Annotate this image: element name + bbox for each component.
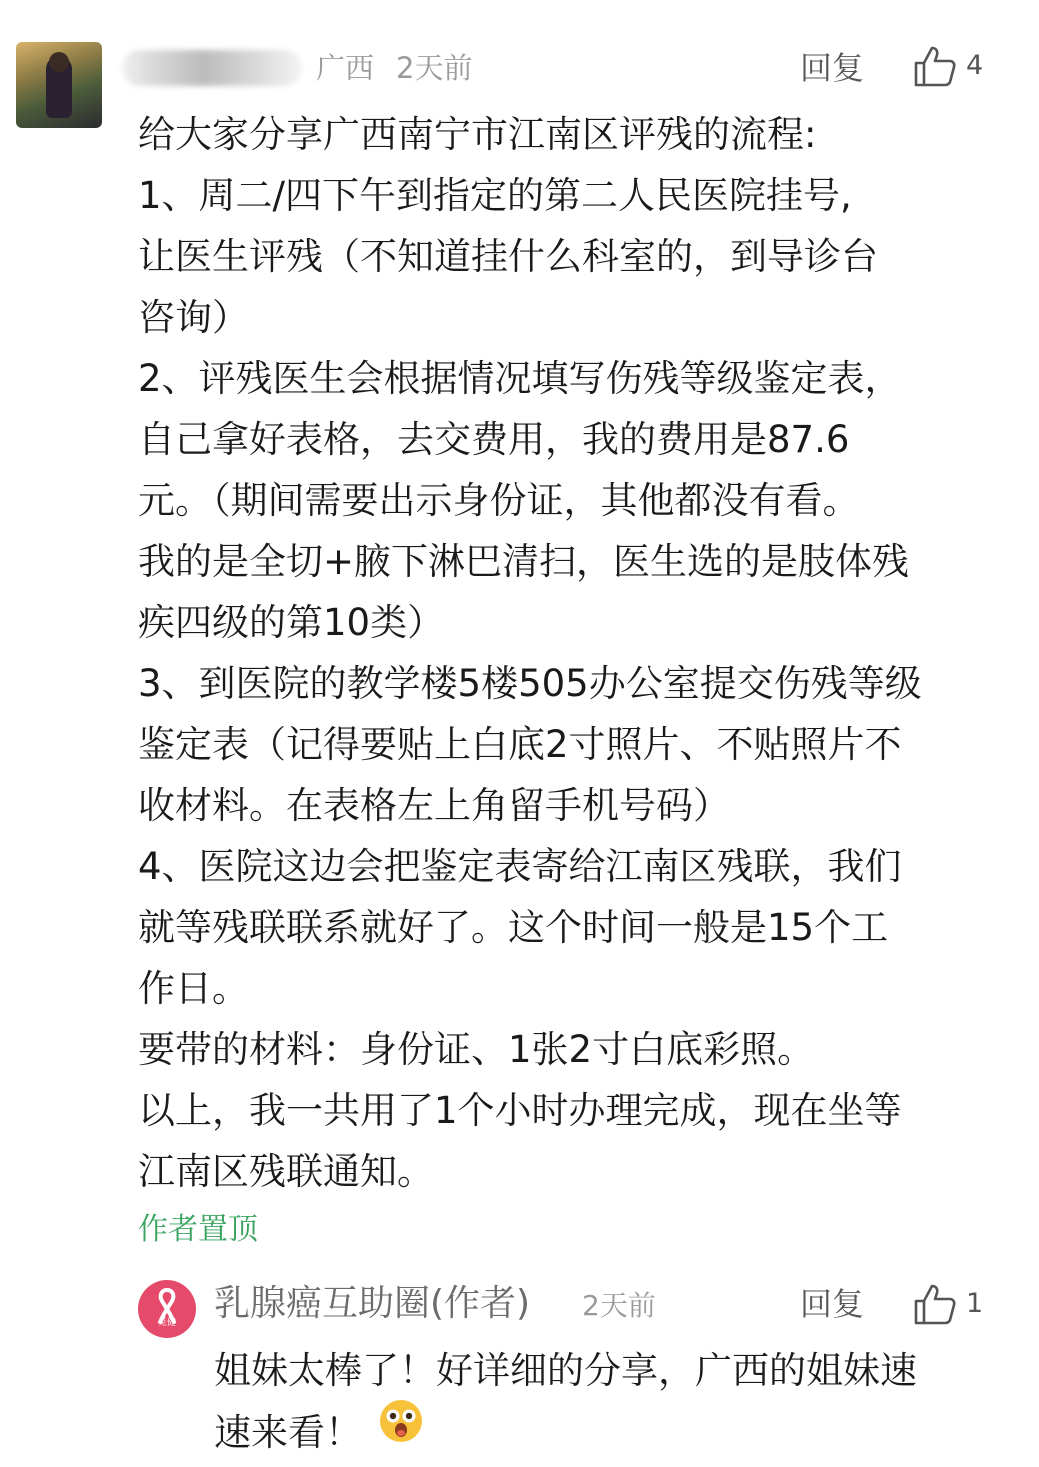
avatar-head xyxy=(49,52,69,72)
comment-line: 鉴定表（记得要贴上白底2寸照片、不贴照片不 xyxy=(138,723,902,766)
avatar-logo-text: 觅健 xyxy=(157,1318,176,1328)
comment-line: 1、周二/四下午到指定的第二人民医院挂号, xyxy=(138,174,852,217)
comment-line: 自己拿好表格，去交费用，我的费用是87.6 xyxy=(138,418,850,461)
surprised-face-emoji-icon xyxy=(378,1398,424,1463)
comment-line: 要带的材料：身份证、1张2寸白底彩照。 xyxy=(138,1028,815,1071)
comment-line: 收材料。在表格左上角留手机号码） xyxy=(138,784,730,827)
reply-line: 姐妹太棒了！好详细的分享，广西的姐妹速 xyxy=(214,1349,917,1392)
comment-content xyxy=(138,104,1018,1202)
reply-time: 2天前 xyxy=(582,1289,656,1322)
comment-region: 广西 xyxy=(316,51,375,85)
comment-line: 作日。 xyxy=(138,967,249,1010)
reply-content xyxy=(214,1340,1014,1467)
reply-author-name[interactable]: 乳腺癌互助圈(作者) xyxy=(214,1283,531,1324)
comment-time: 2天前 xyxy=(396,51,473,85)
comment-line: 江南区残联通知。 xyxy=(138,1150,434,1193)
reply-line-text: 速来看！ xyxy=(214,1411,362,1454)
comment-line: 就等残联联系就好了。这个时间一般是15个工 xyxy=(138,906,889,949)
commenter-name-blurred[interactable] xyxy=(122,50,302,86)
comment-line: 3、到医院的教学楼5楼505办公室提交伤残等级 xyxy=(138,662,922,705)
reply-author-avatar[interactable] xyxy=(138,1280,196,1338)
comment-reply-button[interactable]: 回复 xyxy=(800,49,865,87)
thumbs-up-icon xyxy=(912,44,958,88)
reply-like-count: 1 xyxy=(966,1288,984,1319)
comment-line: 以上，我一共用了1个小时办理完成，现在坐等 xyxy=(138,1089,902,1132)
comment-like-button[interactable] xyxy=(912,44,983,88)
comment-line: 疾四级的第10类） xyxy=(138,601,445,644)
comment-line: 2、评残医生会根据情况填写伤残等级鉴定表， xyxy=(138,357,902,400)
comment-like-count: 4 xyxy=(966,50,984,81)
reply-like-button[interactable] xyxy=(912,1282,983,1326)
comment-line: 给大家分享广西南宁市江南区评残的流程: xyxy=(138,113,817,156)
reply-comment xyxy=(0,1270,1039,1460)
comment-line: 元。（期间需要出示身份证，其他都没有看。 xyxy=(138,479,860,522)
comment-line: 4、医院这边会把鉴定表寄给江南区残联，我们 xyxy=(138,845,902,888)
comment-line: 让医生评残（不知道挂什么科室的，到导诊台 xyxy=(138,235,878,278)
reply-reply-button[interactable]: 回复 xyxy=(800,1285,865,1323)
commenter-avatar[interactable] xyxy=(16,42,102,128)
comment-line: 咨询） xyxy=(138,296,249,339)
reply-line-with-emoji xyxy=(214,1402,1014,1467)
comment-line: 我的是全切+腋下淋巴清扫，医生选的是肢体残 xyxy=(138,540,910,583)
pink-ribbon-icon xyxy=(138,1280,196,1338)
thumbs-up-icon xyxy=(912,1282,958,1326)
pinned-by-author-label: 作者置顶 xyxy=(138,1212,258,1247)
